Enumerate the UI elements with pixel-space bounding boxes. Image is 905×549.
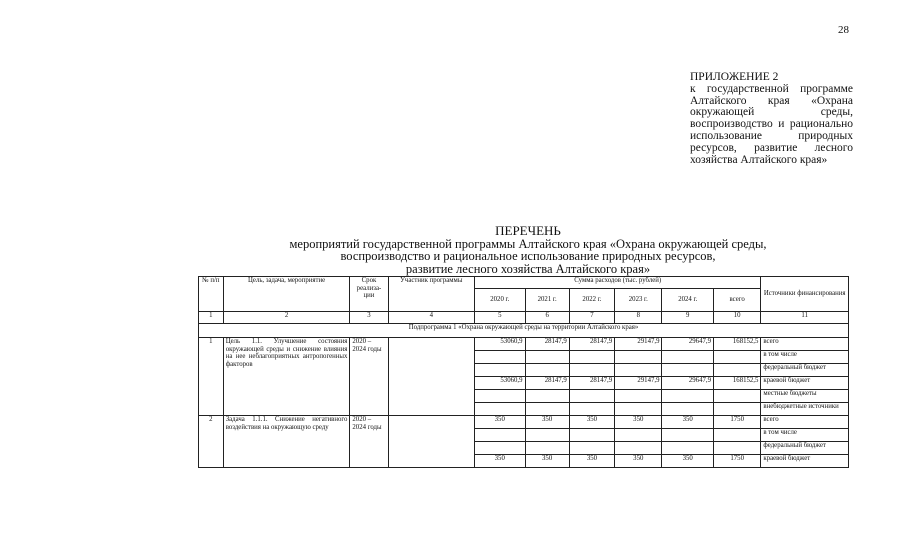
amount-cell: 29647,9 [662,377,714,390]
amount-cell: 28147,9 [569,338,614,351]
source-label: федеральный бюджет [761,364,849,377]
appendix-title: ПРИЛОЖЕНИЕ 2 [690,71,779,83]
header-num: № п/п [199,277,224,312]
column-number: 4 [388,312,475,324]
source-label: всего [761,416,849,429]
row-goal: Цель 1.1. Улучшение состояния окружающей среды и снижение влияния на нее неблагоприятных антропогенных факторов [223,338,350,416]
amount-cell: 350 [525,416,569,429]
header-year-total: всего [713,289,760,312]
header-goal: Цель, задача, мероприятие [223,277,350,312]
amount-cell: 53060,9 [475,377,525,390]
row-term: 2020 – 2024 годы [350,338,388,416]
subprogram-title: Подпрограмма 1 «Охрана окружающей среды на территории Алтайского края» [199,324,849,338]
amount-cell: 29147,9 [615,377,662,390]
column-number: 8 [615,312,662,324]
amount-cell: 350 [475,416,525,429]
header-year: 2023 г. [615,289,662,312]
page-number: 28 [838,24,849,36]
header-year: 2020 г. [475,289,525,312]
header-year: 2024 г. [662,289,714,312]
document-subtitle-line: мероприятий государственной программы Алтайского края «Охрана окружающей среды, [289,236,767,251]
amount-cell: 350 [569,455,614,468]
header-year: 2021 г. [525,289,569,312]
header-participant: Участник программы [388,277,475,312]
column-number: 10 [713,312,760,324]
amount-cell: 29147,9 [615,338,662,351]
amount-cell: 350 [525,455,569,468]
source-label: местные бюджеты [761,390,849,403]
amount-cell: 28147,9 [569,377,614,390]
document-title-block [240,225,816,275]
amount-cell: 350 [615,416,662,429]
amount-cell: 350 [662,416,714,429]
column-number: 11 [761,312,849,324]
row-number: 2 [199,416,224,468]
amount-cell: 29647,9 [662,338,714,351]
amount-cell: 350 [615,455,662,468]
amount-total-cell: 168152,5 [713,338,760,351]
row-number: 1 [199,338,224,416]
row-participant [388,338,475,416]
amount-cell: 350 [569,416,614,429]
column-number: 5 [475,312,525,324]
header-sources: Источники финансирования [761,277,849,312]
row-goal: Задача 1.1.1. Снижение негативного воздействия на окружающую среду [223,416,350,468]
column-number: 1 [199,312,224,324]
amount-cell: 350 [662,455,714,468]
amount-cell: 28147,9 [525,338,569,351]
amount-total-cell: 1750 [713,455,760,468]
header-sum: Сумма расходов (тыс. рублей) [475,277,761,289]
row-participant [388,416,475,468]
column-number: 2 [223,312,350,324]
header-year: 2022 г. [569,289,614,312]
document-heading: ПЕРЕЧЕНЬ [495,223,561,238]
appendix-body: к государственной программе Алтайского края «Охрана окружающей среды, воспроизводство и рационально использование природных ресурсов, развитие лесного хозяйства Алтайского края» [690,82,853,166]
source-label: всего [761,338,849,351]
source-label: в том числе [761,429,849,442]
amount-cell: 350 [475,455,525,468]
amount-total-cell: 168152,5 [713,377,760,390]
source-label: краевой бюджет [761,455,849,468]
header-term: Срок реализа- ции [350,277,388,312]
column-number: 9 [662,312,714,324]
document-subtitle-line: развитие лесного хозяйства Алтайского края» [405,261,651,276]
column-number: 6 [525,312,569,324]
amount-cell: 28147,9 [525,377,569,390]
column-number: 3 [350,312,388,324]
appendix-block [690,72,853,166]
measures-table [198,276,849,468]
source-label: в том числе [761,351,849,364]
source-label: федеральный бюджет [761,442,849,455]
source-label: внебюджетные источники [761,403,849,416]
row-term: 2020 – 2024 годы [350,416,388,468]
document-subtitle-line: воспроизводство и рациональное использование природных ресурсов, [340,249,716,263]
amount-total-cell: 1750 [713,416,760,429]
column-number: 7 [569,312,614,324]
amount-cell: 53060,9 [475,338,525,351]
source-label: краевой бюджет [761,377,849,390]
